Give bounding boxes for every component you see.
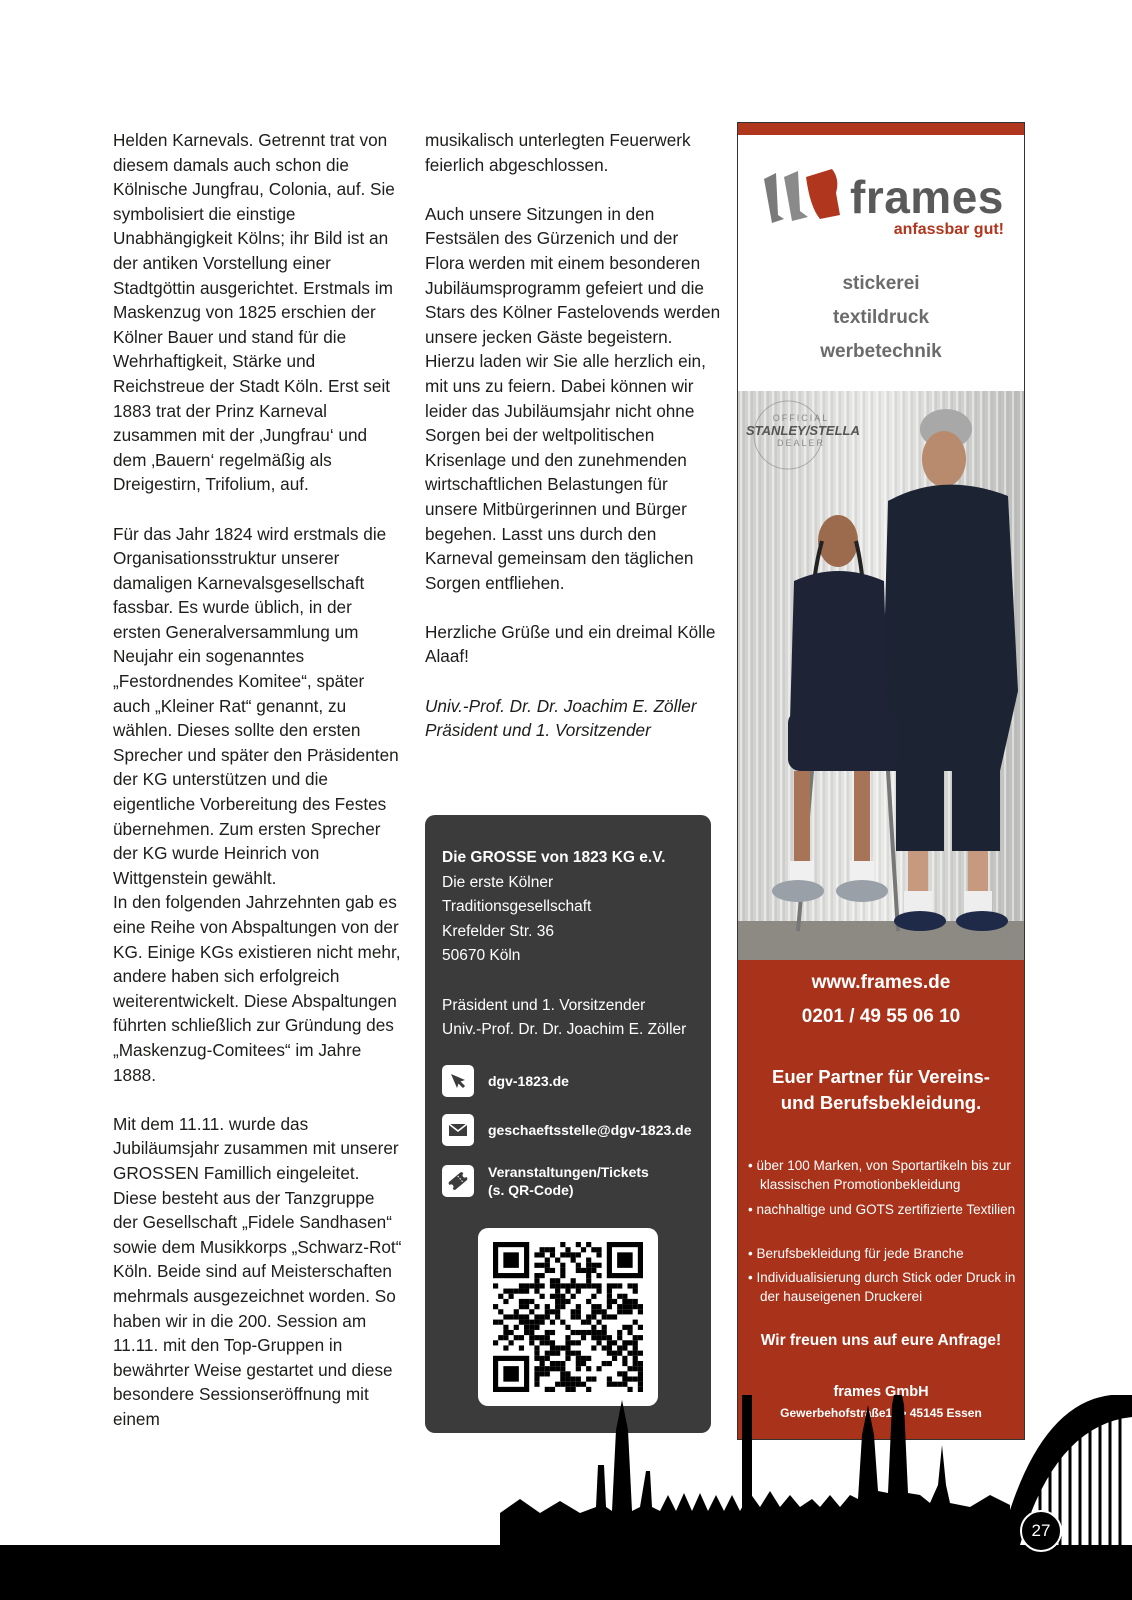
ad-brand: frames [850, 171, 1004, 223]
page-number: 27 [1020, 1510, 1062, 1552]
email-link[interactable]: geschaeftsstelle@dgv-1823.de [488, 1122, 692, 1138]
paragraph: Herzliche Grüße und ein dreimal Kölle Alaaf! [425, 621, 716, 667]
mail-icon [442, 1114, 474, 1146]
ad-phone: 0201 / 49 55 06 10 [801, 1006, 961, 1027]
paragraph: In den folgenden Jahrzehnten gab es eine Reihe von Abspaltungen von der KG. Einige KGs existieren nicht mehr, andere haben sich erfolgreich weiterentwickelt. Diese Abspaltungen führten schließlich zur Gründung des „Maskenzug-Comitees“ im Jahre 1888. [113, 892, 401, 1085]
paragraph: Helden Karnevals. Getrennt trat von diesem damals auch schon die Kölnische Jungfrau, Colonia, auf. Sie symbolisiert die einstige Unabhängigkeit Kölns; ihr Bild ist an der antiken Vorstellung einer Stadtgöttin ausgerichtet. Erstmals im Maskenzug von 1825 erschien der Kölner Bauer und stand für die Wehrhaftigkeit, Stärke und Reichstreue der Stadt Köln. Erst seit 1883 trat der Prinz Karneval zusammen mit der ‚Jungfrau‘ und dem ‚Bauern‘ regelmäßig als Dreigestirn, Trifolium, auf. [113, 130, 395, 495]
city: 50670 Köln [442, 947, 521, 965]
badge-text: STANLEY/STELLA [746, 423, 860, 438]
email-row[interactable] [442, 1114, 692, 1146]
cursor-icon [442, 1065, 474, 1097]
ad-tagline: anfassbar gut! [893, 221, 1004, 238]
website-row[interactable] [442, 1065, 569, 1097]
paragraph: musikalisch unterlegten Feuerwerk feierlich abgeschlossen. [425, 130, 691, 175]
ad-company: frames GmbH [833, 1384, 929, 1400]
ad-closing: Wir freuen uns auf eure Anfrage! [760, 1332, 1002, 1349]
ad-top-bar [738, 123, 1024, 135]
badge-ring-top: OFFICIAL [772, 413, 830, 423]
article-column-2 [425, 128, 721, 743]
paragraph: Für das Jahr 1824 wird erstmals die Organisationsstruktur unserer damaligen Karnevalsgesellschaft fassbar. Es wurde üblich, in der ersten Generalversammlung um Neujahr ein sogenanntes „Festordnendes Komitee“, später auch „Kleiner Rat“ genannt, zu wählen. Dieses sollte den ersten Sprecher und später den Präsidenten der KG unterstützen und die eigentliche Vorbereitung des Festes übernehmen. Zum ersten Sprecher der KG wurde Heinrich von Wittgenstein gewählt. [113, 523, 399, 888]
contact-box [425, 815, 711, 1433]
article-column-1 [113, 128, 403, 1431]
org-desc-2: Traditionsgesellschaft [442, 898, 592, 916]
contact-address [442, 846, 707, 1043]
service-item: textildruck [832, 307, 930, 328]
photo-badge [746, 413, 860, 448]
tickets-text [488, 1163, 649, 1199]
qr-code-frame [478, 1228, 658, 1406]
ad-address: Gewerbehofstraße16 • 45145 Essen [780, 1406, 982, 1420]
street: Krefelder Str. 36 [442, 922, 555, 940]
website-link[interactable]: dgv-1823.de [488, 1073, 569, 1089]
frames-advertisement [737, 122, 1025, 1440]
signature-role: Präsident und 1. Vorsitzender [425, 720, 651, 741]
signature [425, 694, 721, 743]
ad-bullet: • Berufsbekleidung für jede Branche [748, 1246, 964, 1261]
paragraph: Mit dem 11.11. wurde das Jubiläumsjahr zusammen mit unserer GROSSEN Famillich eingeleitet. Diese besteht aus der Tanzgruppe der Gesellschaft „Fidele Sandhasen“ sowie dem Musikkorps „Schwarz-Rot“ Köln. Beide sind auf Meisterschaften mehrmals ausgezeichnet worden. So haben wir in die 200. Session am 11.11. mit den Top-Gruppen in bewährter Weise gestartet und diese besondere Sessionseröffnung mit einem [113, 1113, 402, 1429]
service-item: werbetechnik [820, 341, 942, 362]
models-photo [738, 391, 1024, 961]
role: Präsident und 1. Vorsitzender [442, 996, 646, 1014]
ad-headline [738, 1064, 1024, 1116]
ad-bullet: • nachhaltige und GOTS zertifizierte Textilien [748, 1202, 1016, 1217]
paragraph: Hierzu laden wir Sie alle herzlich ein, mit uns zu feiern. Dabei können wir leider das Jubiläumsjahr nicht ohne Sorgen bei der weltpolitischen Krisenlage und den zunehmenden wirtschaftlichen Belastungen für unsere Mitbürgerinnen und Bürger begehen. Lasst uns durch den Karneval gemeinsam den täglichen Sorgen entfliehen. [425, 351, 706, 593]
tickets-row[interactable] [442, 1163, 649, 1199]
tickets-line-2: (s. QR-Code) [488, 1182, 574, 1198]
org-name: Die GROSSE von 1823 KG e.V. [442, 849, 666, 866]
org-desc-1: Die erste Kölner [442, 873, 554, 891]
service-item: stickerei [842, 273, 920, 294]
person: Univ.-Prof. Dr. Dr. Joachim E. Zöller [442, 1021, 687, 1039]
ad-info-panel [738, 960, 1024, 1440]
cologne-skyline [0, 1395, 1132, 1600]
signature-name: Univ.-Prof. Dr. Dr. Joachim E. Zöller [425, 695, 697, 716]
ad-bullet: • über 100 Marken, von Sportartikeln bis zur klassischen Promotionbekleidung [748, 1158, 1011, 1192]
ad-services [738, 267, 1024, 369]
ad-website[interactable]: www.frames.de [811, 972, 951, 993]
tickets-line-1: Veranstaltungen/Tickets [488, 1164, 649, 1180]
ticket-icon [442, 1165, 474, 1197]
headline-line-2: und Berufsbekleidung. [780, 1092, 982, 1113]
paragraph: Auch unsere Sitzungen in den Festsälen des Gürzenich und der Flora werden mit einem besonderen Jubiläumsprogramm gefeiert und die Stars des Kölner Fastelovends werden unsere jecken Gäste begeistern. [425, 203, 721, 347]
ad-bullet: • Individualisierung durch Stick oder Druck in der hauseigenen Druckerei [748, 1270, 1016, 1304]
qr-code[interactable] [493, 1242, 643, 1392]
headline-line-1: Euer Partner für Vereins- [772, 1066, 990, 1087]
badge-ring-bottom: DEALER [776, 438, 825, 448]
